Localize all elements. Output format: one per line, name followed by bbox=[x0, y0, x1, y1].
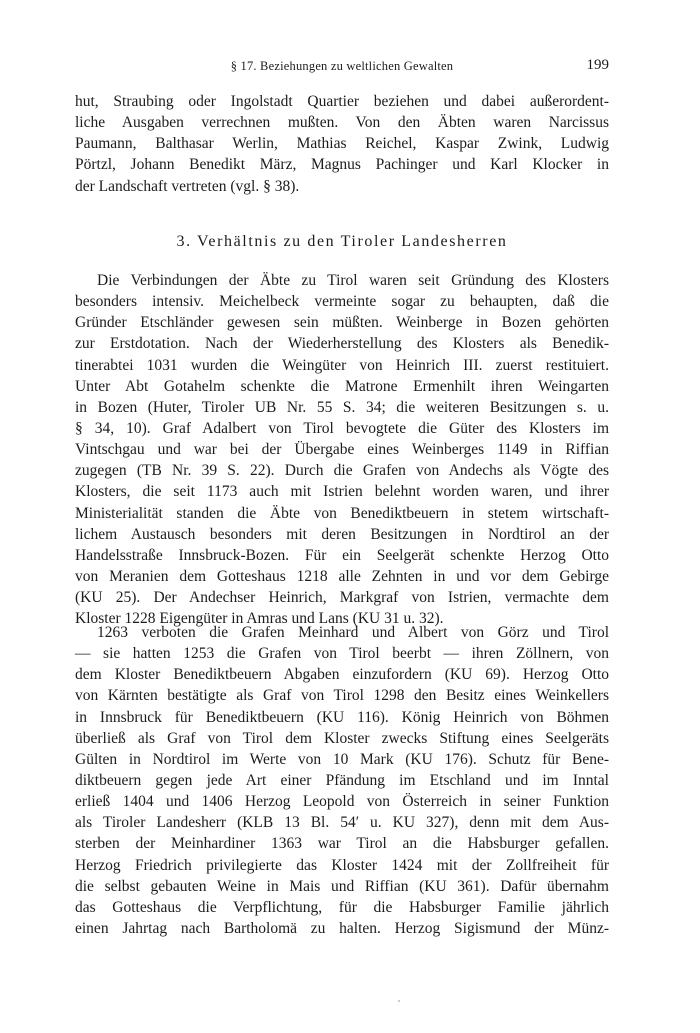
text-line: Gülten in Nordtirol im Werte von 10 Mark (KU 176). Schutz für Bene- bbox=[75, 750, 609, 768]
text-line: besonders intensiv. Meichelbeck vermeinte sogar zu behaupten, daß die bbox=[75, 293, 609, 311]
text-line: sterben der Meinhardiner 1363 war Tirol an die Habsburger gefallen. bbox=[75, 835, 609, 853]
text-line: Vintschgau und war bei der Übergabe eines Weinberges 1149 in Riffian bbox=[75, 441, 609, 459]
text-line: in Innsbruck für Benediktbeuern (KU 116). König Heinrich von Böhmen bbox=[75, 708, 609, 726]
text-line: Herzog Friedrich privilegierte das Kloster 1424 mit der Zollfreiheit für bbox=[75, 856, 609, 874]
running-head bbox=[75, 57, 609, 79]
text-line: hut, Straubing oder Ingolstadt Quartier beziehen und dabei außerordent- bbox=[75, 93, 609, 110]
text-line: als Tiroler Landesherr (KLB 13 Bl. 54′ u. KU 327), denn mit dem Aus- bbox=[75, 814, 609, 832]
running-head-title: § 17. Beziehungen zu weltlichen Gewalten bbox=[230, 59, 454, 73]
text-line: Pörtzl, Johann Benedikt März, Magnus Pachinger und Karl Klocker in bbox=[75, 156, 609, 174]
text-line: erließ 1404 und 1406 Herzog Leopold von Österreich in seiner Funktion bbox=[75, 793, 609, 811]
text-line: — sie hatten 1253 die Grafen von Tirol beerbt — ihren Zöllnern, von bbox=[75, 645, 609, 663]
paper-speck bbox=[398, 1000, 400, 1002]
text-line: lichem Austausch besonders mit deren Besitzungen in Nordtirol an der bbox=[75, 525, 609, 543]
text-line: tinerabtei 1031 wurden die Weingüter von Heinrich III. zuerst restituiert. bbox=[75, 356, 609, 374]
text-line: dem Kloster Benediktbeuern Abgaben einzufordern (KU 69). Herzog Otto bbox=[75, 666, 609, 684]
text-line: Unter Abt Gotahelm schenkte die Matrone Ermenhilt ihren Weingarten bbox=[75, 377, 609, 395]
section-heading: 3. Verhältnis zu den Tiroler Landesherren bbox=[176, 233, 508, 250]
text-line: von Kärnten bestätigte als Graf von Tirol 1298 den Besitz eines Weinkellers bbox=[75, 687, 609, 705]
text-line: zugegen (TB Nr. 39 S. 22). Durch die Grafen von Andechs als Vögte des bbox=[75, 462, 609, 480]
text-line: überließ als Graf von Tirol dem Kloster zwecks Stiftung eines Seelgeräts bbox=[75, 729, 609, 747]
text-line: von Meranien dem Gotteshaus 1218 alle Zehnten in und vor dem Gebirge bbox=[75, 567, 609, 585]
text-line: einen Jahrtag nach Bartholomä zu halten. Herzog Sigismund der Münz- bbox=[75, 919, 609, 937]
text-line: § 34, 10). Graf Adalbert von Tirol bevogtete die Güter des Klosters im bbox=[75, 419, 609, 437]
paragraph-2 bbox=[75, 622, 609, 939]
text-line: das Gotteshaus die Verpflichtung, für die Habsburger Familie jährlich bbox=[75, 898, 609, 916]
text-line: Handelsstraße Innsbruck-Bozen. Für ein Seelgerät schenkte Herzog Otto bbox=[75, 546, 609, 564]
text-line: Kloster 1228 Eigengüter in Amras und Lans (KU 31 u. 32). bbox=[75, 610, 444, 628]
text-line: in Bozen (Huter, Tiroler UB Nr. 55 S. 34; die weiteren Besitzungen s. u. bbox=[75, 398, 609, 416]
intro-paragraph bbox=[75, 91, 609, 197]
paragraph-1 bbox=[75, 270, 609, 629]
text-line: Ministerialität standen die Äbte von Benediktbeuern in stetem wirtschaft- bbox=[75, 504, 609, 522]
text-line: Die Verbindungen der Äbte zu Tirol waren seit Gründung des Klosters bbox=[97, 272, 609, 289]
page-number: 199 bbox=[586, 57, 609, 73]
text-line: diktbeuern gegen jede Art einer Pfändung im Etschland und im Inntal bbox=[75, 771, 609, 789]
text-line: der Landschaft vertreten (vgl. § 38). bbox=[75, 177, 300, 195]
text-line: 1263 verboten die Grafen Meinhard und Albert von Görz und Tirol bbox=[97, 624, 609, 641]
text-line: (KU 25). Der Andechser Heinrich, Markgraf von Istrien, vermachte dem bbox=[75, 589, 609, 607]
text-line: Klosters, die seit 1173 auch mit Istrien belehnt worden waren, und ihrer bbox=[75, 483, 609, 501]
text-line: Gründer Etschländer gewesen sein müßten. Weinberge in Bozen gehörten bbox=[75, 314, 609, 332]
text-line: zur Erstdotation. Nach der Wiederherstellung des Klosters als Benedik- bbox=[75, 335, 609, 353]
text-line: liche Ausgaben verrechnen mußten. Von den Äbten waren Narcissus bbox=[75, 114, 609, 132]
text-line: die selbst gebauten Weine in Mais und Riffian (KU 361). Dafür übernahm bbox=[75, 877, 609, 895]
text-line: Paumann, Balthasar Werlin, Mathias Reichel, Kaspar Zwink, Ludwig bbox=[75, 135, 609, 153]
